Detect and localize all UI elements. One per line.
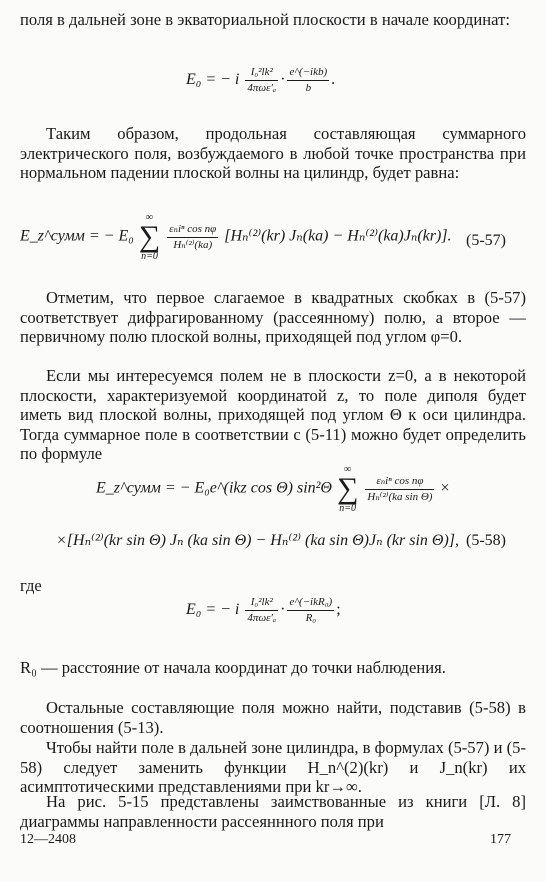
sum-symbol: ∞ ∑ n=0 xyxy=(138,212,161,262)
equation-lhs: E₀ = − i xyxy=(186,601,240,619)
sum-symbol: ∞ ∑ n=0 xyxy=(336,464,359,514)
equation-lhs: E₀ = − i xyxy=(186,71,240,89)
equation-e0-definition: E₀ = − i $\frac{\text{I₀²lk²}}{\text{4πωε′ₐ}}$ · $\frac{\text{e\textasciicircum{}(−ikR₀)}}{\text{R₀}}$ ; xyxy=(186,596,341,624)
paragraph-first-term: Отметим, что первое слагаемое в квадратных скобках в (5-57) соответствует дифрагированному (рассеянному) полю, а второе — первичному полю плоской волны, приходящей под углом φ=0. xyxy=(20,288,526,346)
equation-lhs: E_z^сумм = − E₀ xyxy=(20,227,134,245)
paragraph-where: где xyxy=(20,576,42,595)
fraction-amplitude: $\frac{\text{I₀²lk²}}{\text{4πωε′ₐ}}$ xyxy=(247,66,277,94)
equation-lhs: E_z^сумм = − E₀e^(ikz cos Θ) sin²Θ xyxy=(96,479,332,497)
equation-number-5-57: (5-57) xyxy=(466,232,506,249)
bracket-expression: ×[Hₙ⁽²⁾(kr sin Θ) Jₙ (ka sin Θ) − Hₙ⁽²⁾ (ka sin Θ)Jₙ (kr sin Θ)], xyxy=(56,532,459,549)
paragraph-oblique-incidence: Если мы интересуемся полем не в плоскости z=0, а в некоторой плоскости, характеризуемой координатой z, то поле диполя будет иметь вид плоской волны, приходящей под углом Θ к оси цилиндра. Тогда суммарное поле в соответствии с (5-11) можно будет определить по формуле xyxy=(20,366,526,463)
fraction-phase: $\frac{\text{e\textasciicircum{}(−ikR₀)}}{\text{R₀}}$ xyxy=(289,596,333,624)
signature-mark: 12—2408 xyxy=(20,832,76,847)
paragraph-other-components: Остальные составляющие поля можно найти, подставив (5-58) в соотношения (5-13). xyxy=(20,698,526,737)
fraction-series-term: $\frac{\text{εₙiⁿ cos nφ}}{\text{Hₙ⁽²⁾(ka sin Θ)}}$ xyxy=(367,474,433,503)
equation-5-58: E_z^сумм = − E₀e^(ikz cos Θ) sin²Θ ∞ ∑ n=0 $\frac{\text{εₙiⁿ cos nφ}}{\text{Hₙ⁽²⁾(ka sin Θ)}}$ × xyxy=(96,464,450,514)
paragraph-total-field: Таким образом, продольная составляющая суммарного электрического поля, возбуждаемого в любой точке пространства при нормальном падении плоской волны на цилиндр, будет равна: xyxy=(20,124,526,182)
fraction-series-term: $\frac{\text{εₙiⁿ cos nφ}}{\text{Hₙ⁽²⁾(ka)}}$ xyxy=(169,222,217,251)
fraction-phase: $\frac{\text{e\textasciicircum{}(−ikb)}}{b}$ xyxy=(289,66,328,94)
paragraph-far-zone-intro: поля в дальней зоне в экваториальной плоскости в начале координат: xyxy=(20,10,510,29)
equation-number-5-58: (5-58) xyxy=(466,532,506,549)
equation-e0-far-zone: E₀ = − i $\frac{\text{I₀²lk²}}{\text{4πωε′ₐ}}$ · $\frac{\text{e\textasciicircum{}(−ikb)}}{b}$ . xyxy=(186,66,336,94)
equation-5-58-line2 xyxy=(56,532,459,550)
paragraph-r0-definition: R₀ — расстояние от начала координат до точки наблюдения. xyxy=(20,658,446,677)
paragraph-figure-reference: На рис. 5-15 представлены заимствованные из книги [Л. 8] диаграммы направленности рассеяннного поля при xyxy=(20,792,526,831)
fraction-amplitude: $\frac{\text{I₀²lk²}}{\text{4πωε′ₐ}}$ xyxy=(247,596,277,624)
paragraph-far-zone-asymptotic: Чтобы найти поле в дальней зоне цилиндра, в формулах (5-57) и (5-58) следует заменить функции H_n^(2)(kr) и J_n(kr) их асимптотическими представлениями при kr→∞. xyxy=(20,738,526,796)
equation-5-57 xyxy=(20,212,452,262)
page-number: 177 xyxy=(490,832,511,847)
bracket-expression: [Hₙ⁽²⁾(kr) Jₙ(ka) − Hₙ⁽²⁾(ka)Jₙ(kr)]. xyxy=(224,227,452,245)
